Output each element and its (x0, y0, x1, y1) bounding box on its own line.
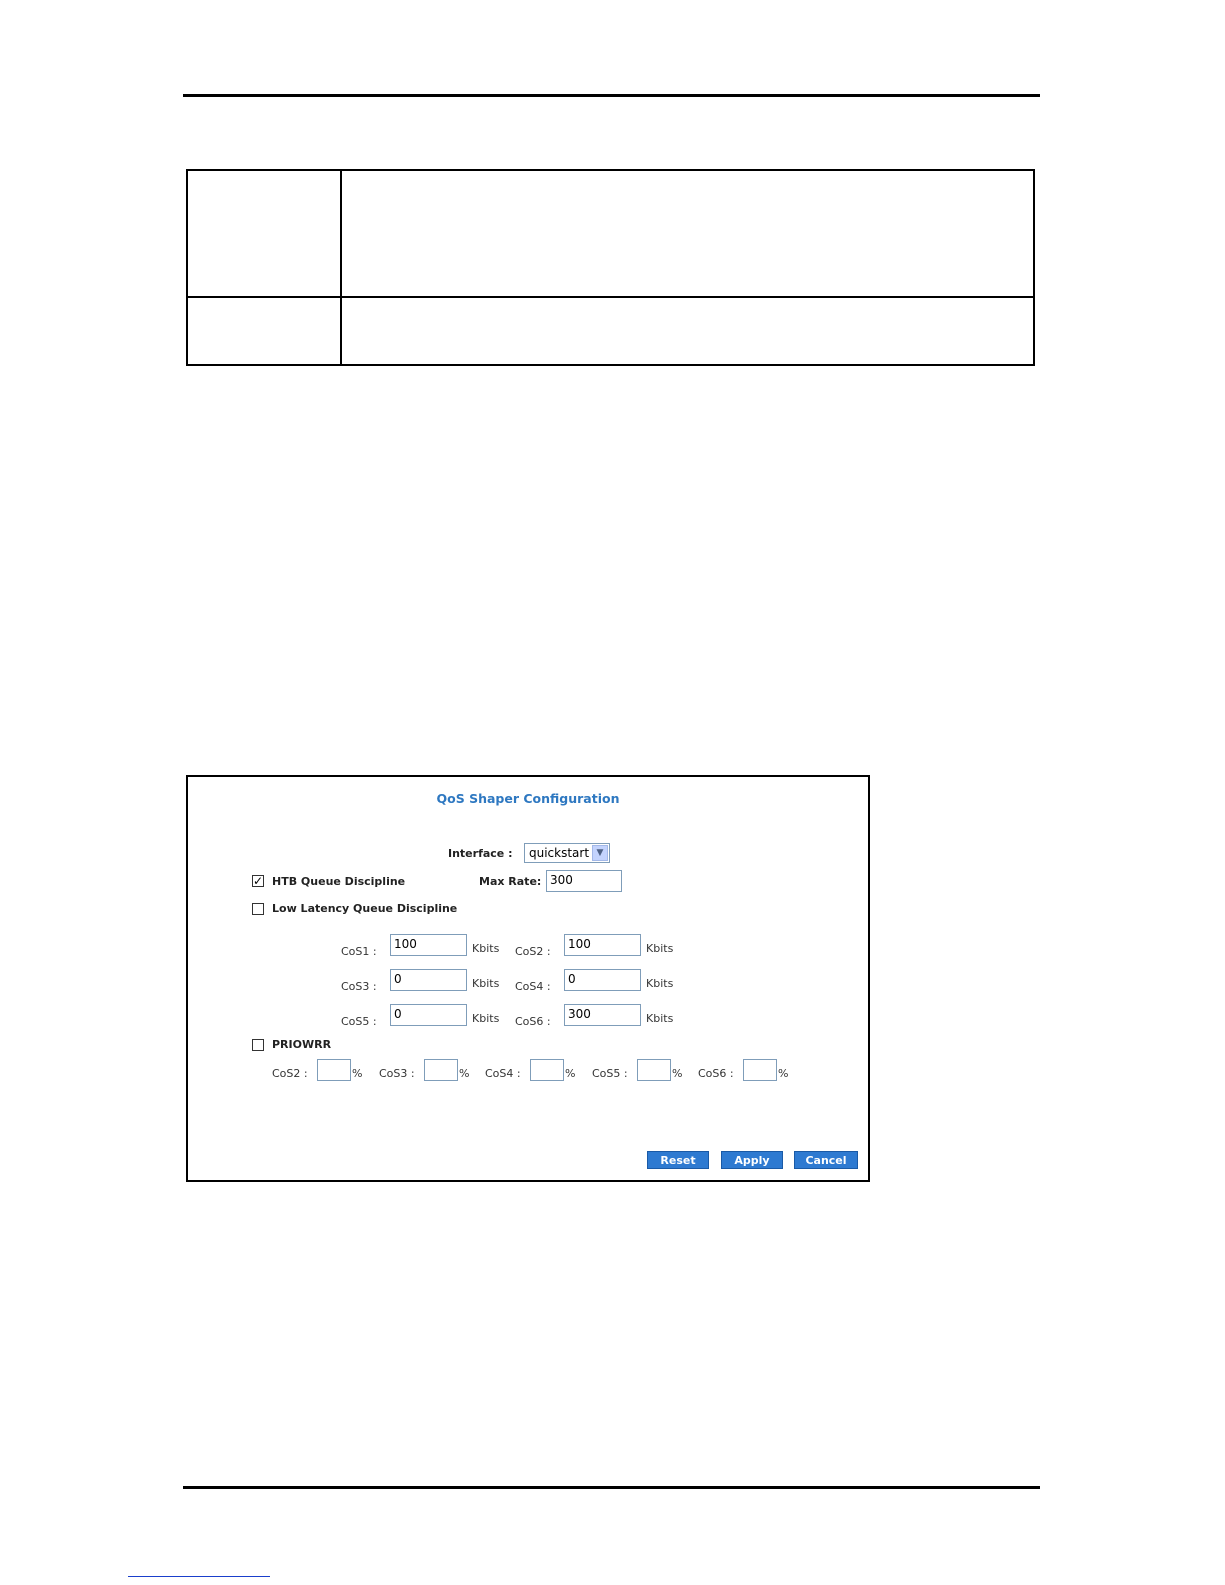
cos2-unit: Kbits (646, 942, 674, 955)
cos1-label: CoS1 : (341, 945, 377, 958)
priowrr-cos6-percent: % (778, 1067, 789, 1080)
cos3-input[interactable]: 0 (390, 969, 467, 991)
cos1-unit: Kbits (472, 942, 500, 955)
footer-link-underline[interactable] (128, 1576, 270, 1577)
cos6-label: CoS6 : (515, 1015, 551, 1028)
priowrr-cos2-percent: % (352, 1067, 363, 1080)
interface-label: Interface : (448, 847, 513, 860)
priowrr-cos2-label: CoS2 : (272, 1067, 308, 1080)
cos2-input[interactable]: 100 (564, 934, 641, 956)
priowrr-cos3-label: CoS3 : (379, 1067, 415, 1080)
max-rate-input[interactable]: 300 (546, 870, 622, 892)
cos4-label: CoS4 : (515, 980, 551, 993)
priowrr-cos4-input[interactable] (530, 1059, 564, 1081)
cos4-input[interactable]: 0 (564, 969, 641, 991)
priowrr-cos2-input[interactable] (317, 1059, 351, 1081)
priowrr-cos6-label: CoS6 : (698, 1067, 734, 1080)
interface-select-value: quickstart (529, 846, 590, 860)
cos5-input[interactable]: 0 (390, 1004, 467, 1026)
priowrr-label: PRIOWRR (272, 1038, 332, 1051)
reset-button[interactable]: Reset (647, 1151, 709, 1169)
cancel-button[interactable]: Cancel (794, 1151, 858, 1169)
priowrr-cos6-input[interactable] (743, 1059, 777, 1081)
cos4-unit: Kbits (646, 977, 674, 990)
cos1-input[interactable]: 100 (390, 934, 467, 956)
priowrr-cos3-percent: % (459, 1067, 470, 1080)
description-table (186, 169, 1035, 366)
priowrr-cos5-input[interactable] (637, 1059, 671, 1081)
table-column-divider (340, 171, 342, 364)
priowrr-cos3-input[interactable] (424, 1059, 458, 1081)
htb-checkbox[interactable]: ✓ (253, 874, 264, 888)
priowrr-cos5-percent: % (672, 1067, 683, 1080)
priowrr-checkbox[interactable] (252, 1039, 264, 1051)
cos3-label: CoS3 : (341, 980, 377, 993)
qos-shaper-screenshot (186, 775, 870, 1182)
llq-checkbox[interactable] (252, 903, 264, 915)
cos5-label: CoS5 : (341, 1015, 377, 1028)
apply-button[interactable]: Apply (721, 1151, 783, 1169)
cos6-input[interactable]: 300 (564, 1004, 641, 1026)
cos5-unit: Kbits (472, 1012, 500, 1025)
llq-label: Low Latency Queue Discipline (272, 902, 458, 915)
priowrr-cos5-label: CoS5 : (592, 1067, 628, 1080)
header-rule (183, 94, 1040, 97)
htb-label: HTB Queue Discipline (272, 875, 406, 888)
priowrr-cos4-label: CoS4 : (485, 1067, 521, 1080)
footer-rule (183, 1486, 1040, 1489)
table-row-divider (188, 296, 1033, 298)
interface-select[interactable] (524, 843, 610, 863)
max-rate-label: Max Rate: (479, 875, 542, 888)
cos3-unit: Kbits (472, 977, 500, 990)
chevron-down-icon[interactable]: ▼ (592, 845, 608, 861)
cos6-unit: Kbits (646, 1012, 674, 1025)
cos2-label: CoS2 : (515, 945, 551, 958)
priowrr-cos4-percent: % (565, 1067, 576, 1080)
page-title: QoS Shaper Configuration (436, 791, 620, 806)
